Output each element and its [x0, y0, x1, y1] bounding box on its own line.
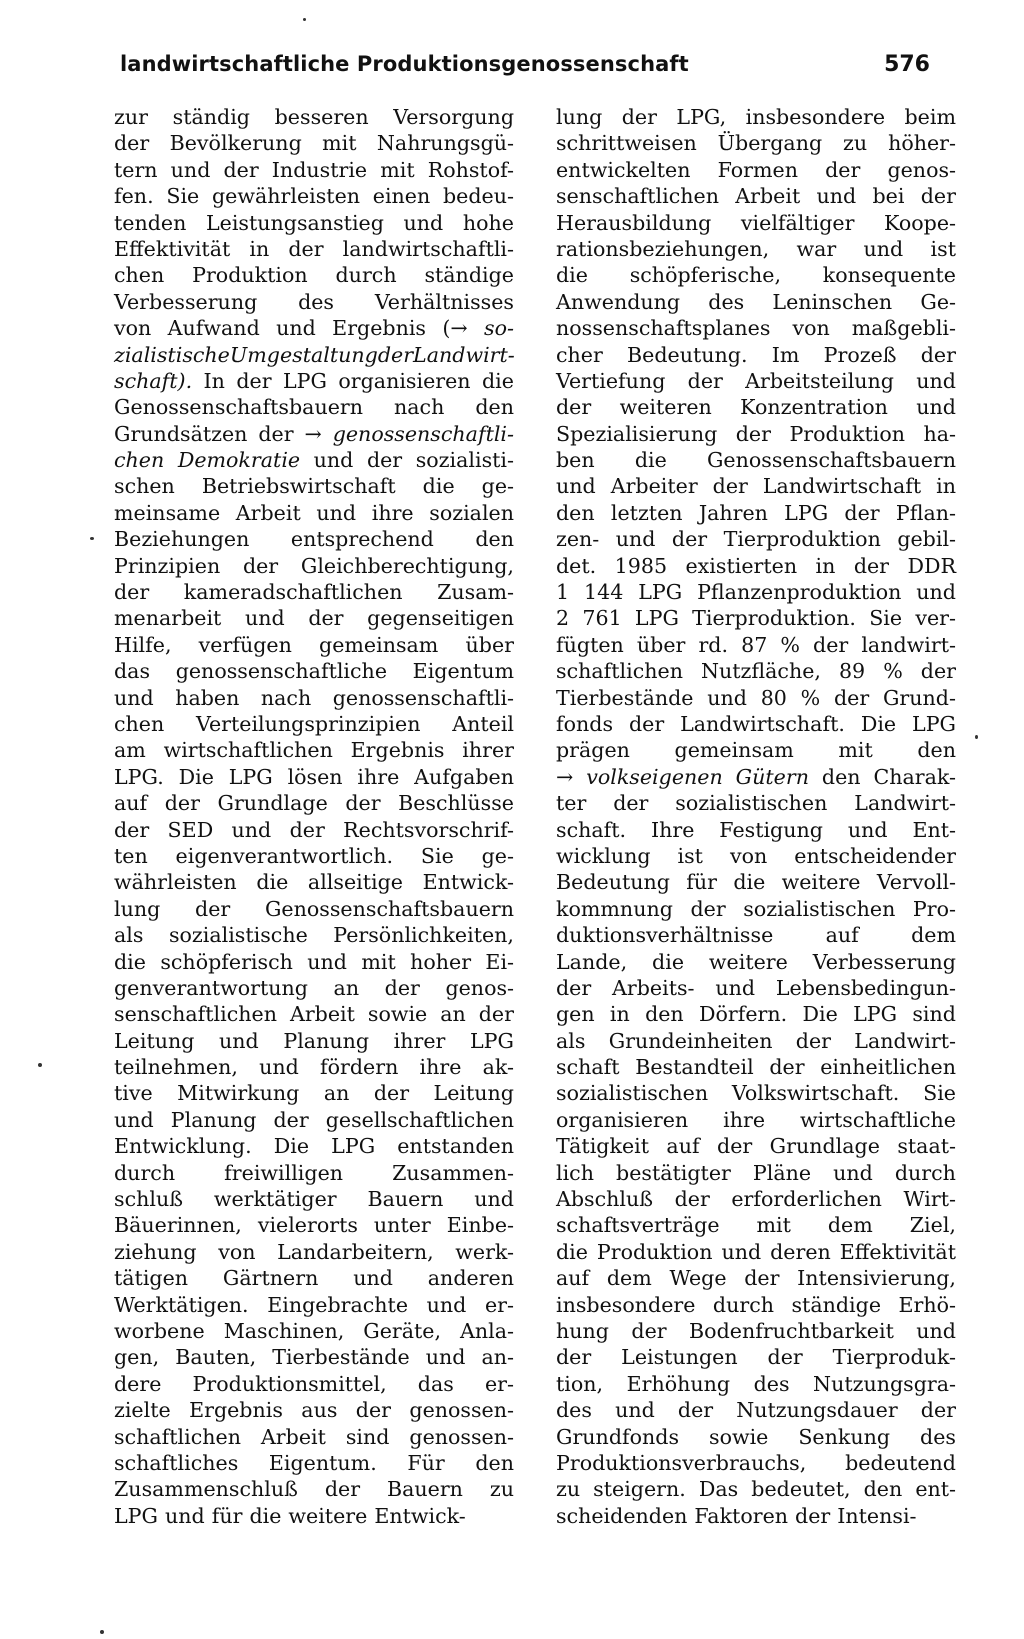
text-line: der Leistungen der Tierproduk-: [556, 1345, 956, 1370]
text-column-left: [114, 104, 514, 1529]
text-line: kommnung der sozialistischen Pro-: [556, 896, 956, 921]
text-line: ben die Genossenschaftsbauern: [556, 448, 956, 473]
text-line: schaftsverträge mit dem Ziel,: [556, 1213, 956, 1238]
text-line: lung der Genossenschaftsbauern: [114, 896, 514, 921]
text-line: und Arbeiter der Landwirtschaft in: [556, 474, 956, 499]
text-line: schaftlichen Arbeit sind genossen-: [114, 1424, 514, 1449]
text-line: insbesondere durch ständige Erhö-: [556, 1292, 956, 1317]
text-line: Herausbildung vielfältiger Koope-: [556, 210, 956, 235]
text-line: lung der LPG, insbesondere beim: [556, 105, 956, 129]
text-line: fügten über rd. 87 % der landwirt-: [556, 632, 956, 657]
text-line: chen Verteilungsprinzipien Anteil: [114, 711, 514, 736]
text-line: LPG. Die LPG lösen ihre Aufgaben: [114, 764, 514, 789]
text-line: der kameradschaftlichen Zusam-: [114, 580, 514, 605]
text-line: genverantwortung an der genos-: [114, 975, 514, 1000]
text-line: organisieren ihre wirtschaftliche: [556, 1107, 956, 1132]
text-line: das genossenschaftliche Eigentum: [114, 659, 514, 684]
text-line: den letzten Jahren LPG der Pflan-: [556, 500, 956, 525]
text-line: ziehung von Landarbeitern, werk-: [114, 1239, 514, 1264]
text-line: schluß werktätiger Bauern und: [114, 1187, 514, 1212]
text-line: auf der Grundlage der Beschlüsse: [114, 791, 514, 816]
text-line: chen Demokratie und der sozialisti-: [114, 448, 514, 473]
running-head: landwirtschaftliche Produktionsgenossenschaft: [120, 52, 689, 76]
text-line: duktionsverhältnisse auf dem: [556, 923, 956, 948]
text-line: schaft). In der LPG organisieren die: [114, 368, 514, 393]
text-line: ter der sozialistischen Landwirt-: [556, 791, 956, 816]
text-line: als Grundeinheiten der Landwirt-: [556, 1028, 956, 1053]
text-line: zu steigern. Das bedeutet, den ent-: [556, 1477, 956, 1502]
text-line: fonds der Landwirtschaft. Die LPG: [556, 711, 956, 736]
text-line: ten eigenverantwortlich. Sie ge-: [114, 843, 514, 868]
text-line: von Aufwand und Ergebnis (→ so-: [114, 316, 514, 341]
text-line: hung der Bodenfruchtbarkeit und: [556, 1318, 956, 1343]
text-line: nossenschaftsplanes von maßgebli-: [556, 316, 956, 341]
text-line: gen, Bauten, Tierbestände und an-: [114, 1345, 514, 1370]
text-line: Bedeutung für die weitere Vervoll-: [556, 870, 956, 895]
text-line: Genossenschaftsbauern nach den: [114, 395, 514, 420]
text-line: schaft Bestandteil der einheitlichen: [556, 1055, 956, 1080]
text-line: tion, Erhöhung des Nutzungsgra-: [556, 1371, 956, 1396]
text-line: Vertiefung der Arbeitsteilung und: [556, 368, 956, 393]
text-line: zielte Ergebnis aus der genossen-: [114, 1398, 514, 1423]
text-line: der weiteren Konzentration und: [556, 395, 956, 420]
text-column-right: [556, 104, 956, 1529]
text-line: schrittweisen Übergang zu höher-: [556, 131, 956, 156]
text-line: Prinzipien der Gleichberechtigung,: [114, 553, 514, 578]
text-line: die Produktion und deren Effektivität: [556, 1239, 956, 1264]
text-line: zialistische Umgestaltung der Landwirt-: [114, 342, 515, 367]
text-line: Verbesserung des Verhältnisses: [114, 289, 514, 314]
page-number: 576: [884, 52, 930, 77]
text-line: die schöpferisch und mit hoher Ei-: [114, 949, 514, 974]
text-line: menarbeit und der gegenseitigen: [114, 606, 514, 631]
text-line: Leitung und Planung ihrer LPG: [114, 1028, 514, 1053]
text-line: scheidenden Faktoren der Intensi-: [556, 1503, 917, 1528]
text-line: schen Betriebswirtschaft die ge-: [114, 474, 514, 499]
text-line: teilnehmen, und fördern ihre ak-: [114, 1055, 514, 1080]
scan-speck: [303, 18, 306, 21]
text-line: Grundfonds sowie Senkung des: [556, 1424, 956, 1449]
text-line: Tätigkeit auf der Grundlage staat-: [556, 1134, 956, 1159]
text-line: schaftliches Eigentum. Für den: [114, 1450, 514, 1475]
text-line: Tierbestände und 80 % der Grund-: [556, 685, 956, 710]
text-line: chen Produktion durch ständige: [114, 263, 514, 288]
text-line: entwickelten Formen der genos-: [556, 157, 956, 182]
text-line: am wirtschaftlichen Ergebnis ihrer: [114, 738, 514, 763]
text-line: worbene Maschinen, Geräte, Anla-: [114, 1318, 514, 1343]
text-line: der Arbeits- und Lebensbedingun-: [556, 975, 956, 1000]
text-line: sozialistischen Volkswirtschaft. Sie: [556, 1081, 956, 1106]
text-line: Grundsätzen der → genossenschaftli-: [114, 421, 514, 446]
text-line: tenden Leistungsanstieg und hohe: [114, 210, 514, 235]
text-line: Entwicklung. Die LPG entstanden: [114, 1134, 514, 1159]
scan-speck: [90, 537, 94, 540]
scan-speck: [100, 1630, 104, 1634]
text-line: und haben nach genossenschaftli-: [114, 685, 514, 710]
text-line: tern und der Industrie mit Rohstof-: [114, 157, 514, 182]
text-line: durch freiwilligen Zusammen-: [114, 1160, 514, 1185]
text-line: 2 761 LPG Tierproduktion. Sie ver-: [556, 606, 956, 631]
text-line: schaft. Ihre Festigung und Ent-: [556, 817, 956, 842]
text-line: det. 1985 existierten in der DDR: [556, 553, 956, 578]
text-line: lich bestätigter Pläne und durch: [556, 1160, 956, 1185]
text-line: Spezialisierung der Produktion ha-: [556, 421, 956, 446]
text-line: Lande, die weitere Verbesserung: [556, 949, 956, 974]
text-line: dere Produktionsmittel, das er-: [114, 1371, 514, 1396]
scan-speck: [975, 735, 978, 739]
text-line: und Planung der gesellschaftlichen: [114, 1107, 514, 1132]
text-line: rationsbeziehungen, war und ist: [556, 236, 956, 261]
scan-speck: [38, 1063, 42, 1067]
text-line: fen. Sie gewährleisten einen bedeu-: [114, 184, 514, 209]
text-line: die schöpferische, konsequente: [556, 263, 956, 288]
text-line: tive Mitwirkung an der Leitung: [114, 1081, 514, 1106]
text-line: als sozialistische Persönlichkeiten,: [114, 923, 514, 948]
text-line: → volkseigenen Gütern den Charak-: [556, 764, 956, 789]
text-line: Hilfe, verfügen gemeinsam über: [114, 632, 514, 657]
text-line: zur ständig besseren Versorgung: [114, 105, 514, 129]
text-line: prägen gemeinsam mit den: [556, 738, 956, 763]
text-line: Abschluß der erforderlichen Wirt-: [556, 1187, 956, 1212]
text-line: senschaftlichen Arbeit sowie an der: [114, 1002, 514, 1027]
text-line: tätigen Gärtnern und anderen: [114, 1266, 514, 1291]
text-line: Werktätigen. Eingebrachte und er-: [114, 1292, 514, 1317]
text-line: LPG und für die weitere Entwick-: [114, 1503, 466, 1528]
text-line: Effektivität in der landwirtschaftli-: [114, 236, 514, 261]
text-line: zen- und der Tierproduktion gebil-: [556, 527, 956, 552]
text-line: schaftlichen Nutzfläche, 89 % der: [556, 659, 956, 684]
text-line: cher Bedeutung. Im Prozeß der: [556, 342, 956, 367]
text-line: meinsame Arbeit und ihre sozialen: [114, 500, 514, 525]
text-line: auf dem Wege der Intensivierung,: [556, 1266, 956, 1291]
text-line: des und der Nutzungsdauer der: [556, 1398, 956, 1423]
text-line: Zusammenschluß der Bauern zu: [114, 1477, 514, 1502]
text-line: währleisten die allseitige Entwick-: [114, 870, 514, 895]
text-line: wicklung ist von entscheidender: [556, 843, 956, 868]
text-line: Anwendung des Leninschen Ge-: [556, 289, 956, 314]
text-line: Beziehungen entsprechend den: [114, 527, 514, 552]
text-line: gen in den Dörfern. Die LPG sind: [556, 1002, 956, 1027]
text-line: 1 144 LPG Pflanzenproduktion und: [556, 580, 956, 605]
text-line: der SED und der Rechtsvorschrif-: [114, 817, 514, 842]
text-line: Produktionsverbrauchs, bedeutend: [556, 1450, 956, 1475]
text-line: Bäuerinnen, vielerorts unter Einbe-: [114, 1213, 514, 1238]
text-line: senschaftlichen Arbeit und bei der: [556, 184, 956, 209]
text-line: der Bevölkerung mit Nahrungsgü-: [114, 131, 514, 156]
